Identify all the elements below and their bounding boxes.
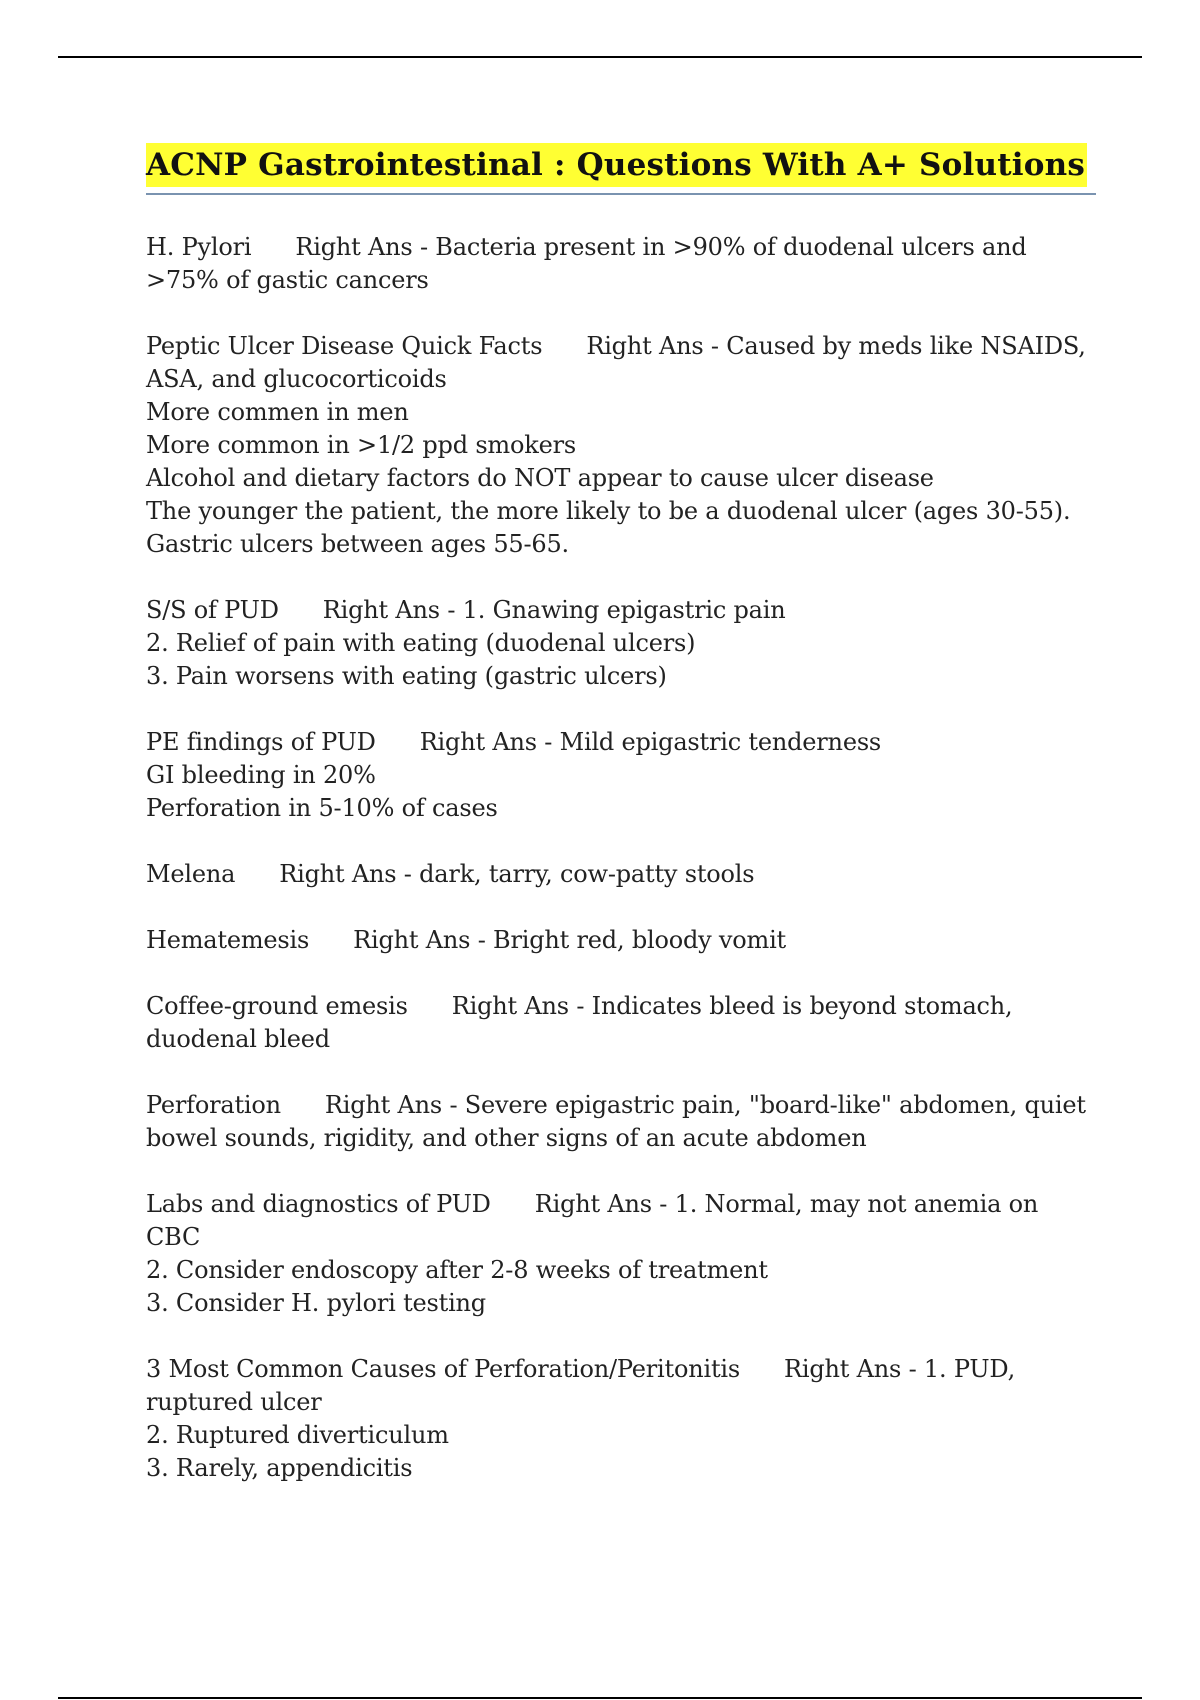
qa-answer-continued: bowel sounds, rigidity, and other signs of an acute abdomen <box>146 1124 867 1152</box>
qa-term: H. Pylori <box>146 233 252 261</box>
qa-answer-continued: Alcohol and dietary factors do NOT appear to cause ulcer disease <box>146 464 934 492</box>
qa-entry <box>146 1089 1096 1155</box>
qa-line <box>146 726 1096 759</box>
qa-term: Perforation <box>146 1091 281 1119</box>
qa-answer: Right Ans - Indicates bleed is beyond stomach, <box>451 992 1013 1020</box>
qa-answer: Right Ans - Severe epigastric pain, "board-like" abdomen, quiet <box>324 1091 1086 1119</box>
qa-line <box>146 495 1096 528</box>
qa-answer-continued: More common in >1/2 ppd smokers <box>146 431 576 459</box>
qa-line <box>146 462 1096 495</box>
qa-term: Labs and diagnostics of PUD <box>146 1190 491 1218</box>
qa-line <box>146 660 1096 693</box>
qa-line <box>146 594 1096 627</box>
qa-line <box>146 528 1096 561</box>
header-rule <box>58 56 1142 58</box>
document-body <box>146 143 1096 1518</box>
qa-answer-continued: GI bleeding in 20% <box>146 761 376 789</box>
footer-rule <box>58 1697 1142 1699</box>
qa-answer-continued: duodenal bleed <box>146 1025 330 1053</box>
qa-entry <box>146 858 1096 891</box>
qa-answer: Right Ans - Bright red, bloody vomit <box>353 926 786 954</box>
qa-answer: Right Ans - 1. Gnawing epigastric pain <box>322 596 786 624</box>
qa-line <box>146 1452 1096 1485</box>
qa-answer-continued: Gastric ulcers between ages 55-65. <box>146 530 569 558</box>
qa-entry <box>146 231 1096 297</box>
qa-answer: Right Ans - 1. Normal, may not anemia on CBC <box>146 1190 1039 1251</box>
qa-line <box>146 231 1096 264</box>
qa-entry <box>146 330 1096 561</box>
qa-answer-continued: Perforation in 5-10% of cases <box>146 794 498 822</box>
qa-entry <box>146 594 1096 693</box>
qa-answer: Right Ans - Mild epigastric tenderness <box>419 728 882 756</box>
qa-line <box>146 1188 1096 1254</box>
qa-line <box>146 1254 1096 1287</box>
qa-entry <box>146 1353 1096 1485</box>
qa-line <box>146 1089 1096 1122</box>
qa-answer-continued: 3. Consider H. pylori testing <box>146 1289 486 1317</box>
qa-answer-continued: 3. Rarely, appendicitis <box>146 1454 413 1482</box>
qa-answer-continued: 2. Consider endoscopy after 2-8 weeks of treatment <box>146 1256 768 1284</box>
qa-term: S/S of PUD <box>146 596 279 624</box>
qa-line <box>146 1023 1096 1056</box>
qa-answer: Right Ans - Bacteria present in >90% of duodenal ulcers and <box>295 233 1027 261</box>
qa-answer: Right Ans - dark, tarry, cow-patty stools <box>279 860 755 888</box>
qa-line <box>146 1122 1096 1155</box>
qa-term: Hematemesis <box>146 926 310 954</box>
qa-entry <box>146 924 1096 957</box>
qa-term: 3 Most Common Causes of Perforation/Peritonitis <box>146 1355 740 1383</box>
qa-line <box>146 759 1096 792</box>
qa-answer-continued: 2. Relief of pain with eating (duodenal ulcers) <box>146 629 696 657</box>
qa-line <box>146 429 1096 462</box>
qa-term: Melena <box>146 860 236 888</box>
qa-answer-continued: >75% of gastic cancers <box>146 266 429 294</box>
qa-entry <box>146 1188 1096 1320</box>
qa-line <box>146 264 1096 297</box>
qa-answer-continued: ASA, and glucocorticoids <box>146 365 447 393</box>
qa-term: Coffee-ground emesis <box>146 992 408 1020</box>
qa-line <box>146 792 1096 825</box>
qa-entry <box>146 726 1096 825</box>
qa-line <box>146 1287 1096 1320</box>
qa-term: PE findings of PUD <box>146 728 376 756</box>
qa-line <box>146 396 1096 429</box>
qa-line <box>146 627 1096 660</box>
qa-entry <box>146 990 1096 1056</box>
qa-line <box>146 858 1096 891</box>
qa-term: Peptic Ulcer Disease Quick Facts <box>146 332 543 360</box>
qa-list <box>146 231 1096 1485</box>
title-block <box>146 143 1096 195</box>
qa-answer-continued: The younger the patient, the more likely to be a duodenal ulcer (ages 30-55). <box>146 497 1071 525</box>
qa-line <box>146 330 1096 363</box>
qa-line <box>146 990 1096 1023</box>
qa-answer-continued: 2. Ruptured diverticulum <box>146 1421 449 1449</box>
document-title: ACNP Gastrointestinal : Questions With A+ Solutions <box>146 143 1087 187</box>
qa-answer-continued: 3. Pain worsens with eating (gastric ulcers) <box>146 662 667 690</box>
qa-answer: Right Ans - Caused by meds like NSAIDS, <box>586 332 1086 360</box>
qa-answer-continued: ruptured ulcer <box>146 1388 322 1416</box>
qa-answer-continued: More commen in men <box>146 398 409 426</box>
qa-line <box>146 1386 1096 1419</box>
qa-answer: Right Ans - 1. PUD, <box>784 1355 1016 1383</box>
qa-line <box>146 1353 1096 1386</box>
qa-line <box>146 924 1096 957</box>
qa-line <box>146 1419 1096 1452</box>
qa-line <box>146 363 1096 396</box>
